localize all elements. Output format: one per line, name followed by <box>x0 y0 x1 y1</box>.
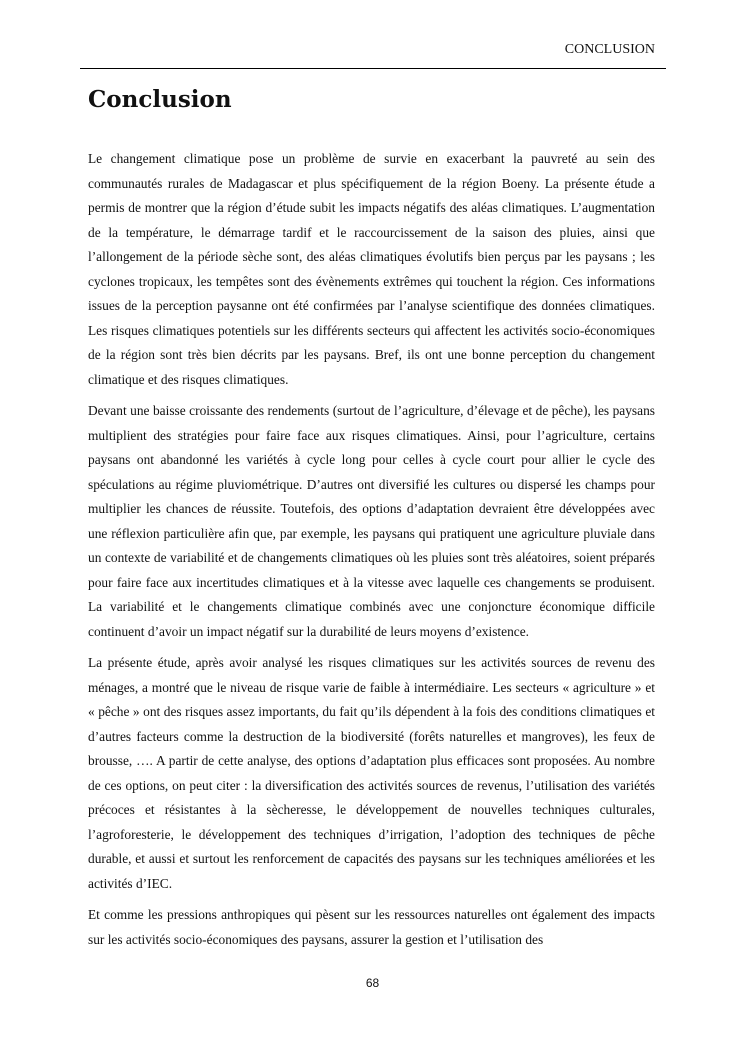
paragraph-2: Devant une baisse croissante des rendements (surtout de l’agriculture, d’élevage et de pêche), les paysans multiplient des stratégies pour faire face aux risques climatiques. Ainsi, pour l’agriculture, certains paysans ont abandonné les variétés à cycle long pour celles à cycle court pour allier le cycle des spéculations au régime pluviométrique. D’autres ont diversifié les cultures ou dispersé les champs pour multiplier les chances de réussite. Toutefois, des options d’adaptation devraient être développées avec une réflexion particulière afin que, par exemple, les paysans qui pratiquent une agriculture pluviale dans un contexte de variabilité et de changements climatiques où les pluies sont très aléatoires, soient préparés pour faire face aux incertitudes climatiques et à la vitesse avec laquelle ces changements se produisent. La variabilité et le changements climatique combinés avec une conjoncture économique difficile continuent d’avoir un impact négatif sur la durabilité de leurs moyens d’existence. <box>88 403 655 639</box>
running-header: CONCLUSION <box>564 42 655 57</box>
page-title: Conclusion <box>88 86 232 113</box>
header-rule <box>80 68 666 69</box>
paragraph-1: Le changement climatique pose un problème de survie en exacerbant la pauvreté au sein des communautés rurales de Madagascar et plus spécifiquement de la région Boeny. La présente étude a permis de montrer que la région d’étude subit les impacts négatifs des aléas climatiques. L’augmentation de la température, le démarrage tardif et le raccourcissement de la saison des pluies, ainsi que l’allongement de la période sèche sont, des aléas climatiques évolutifs bien perçus par les paysans ; les cyclones tropicaux, les tempêtes sont des évènements extrêmes qui touchent la région. Ces informations issues de la perception paysanne ont été confirmées par l’analyse scientifique des données climatiques. Les risques climatiques potentiels sur les différents secteurs qui affectent les activités socio-économiques de la région sont très bien décrits par les paysans. Bref, ils ont une bonne perception du changement climatique et des risques climatiques. <box>88 151 655 387</box>
page-number: 68 <box>365 976 380 990</box>
body-text <box>88 147 655 959</box>
paragraph-3: La présente étude, après avoir analysé les risques climatiques sur les activités sources de revenu des ménages, a montré que le niveau de risque varie de faible à intermédiaire. Les secteurs « agriculture » et « pêche » ont des risques assez importants, du fait qu’ils dépendent à la fois des conditions climatiques et d’autres facteurs comme la destruction de la biodiversité (forêts naturelles et mangroves), les feux de brousse, …. A partir de cette analyse, des options d’adaptation plus efficaces sont proposées. Au nombre de ces options, on peut citer : la diversification des activités sources de revenus, l’utilisation des variétés précoces et résistantes à la sècheresse, le développement de nouvelles techniques culturales, l’agroforesterie, le développement des techniques d’irrigation, l’adoption des techniques de pêche durable, et aussi et surtout les renforcement de capacités des paysans sur les techniques améliorées et les activités d’IEC. <box>88 655 655 891</box>
paragraph-4: Et comme les pressions anthropiques qui pèsent sur les ressources naturelles ont également des impacts sur les activités socio-économiques des paysans, assurer la gestion et l’utilisation des <box>88 907 655 947</box>
